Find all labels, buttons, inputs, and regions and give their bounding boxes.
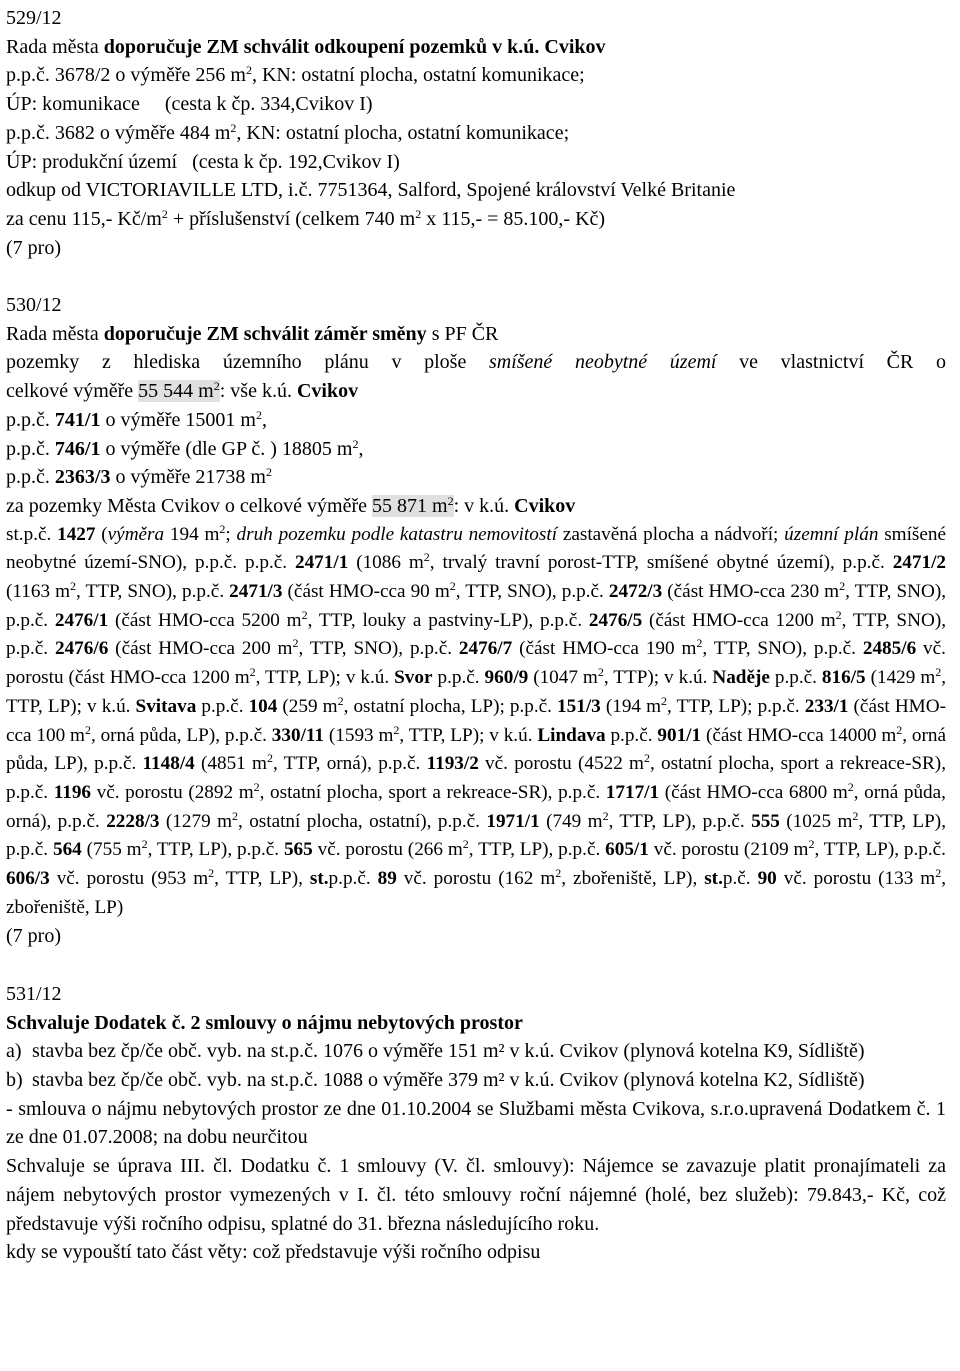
parcel-list-paragraph: st.p.č. 1427 (výměra 194 $m^2$; druh pozemku podle katastru nemovitostí zastavěná plocha a nádvoří; územní plán smíšené neobytné území-SNO), p.p.č. p.p.č. 2471/1 (1086 $m^2$, trvalý travní porost-TTP, smíšené obytné území), p.p.č. 2471/2 (1163 $m^2$, TTP, SNO), p.p.č. 2471/3 (část HMO-cca 90 $m^2$, TTP, SNO), p.p.č. 2472/3 (část HMO-cca 230 $m^2$, TTP, SNO), p.p.č. 2476/1 (část HMO-cca 5200 $m^2$, TTP, louky a pastviny-LP), p.p.č. 2476/5 (část HMO-cca 1200 $m^2$, TTP, SNO), p.p.č. 2476/6 (část HMO-cca 200 $m^2$, TTP, SNO), p.p.č. 2476/7 (část HMO-cca 190 $m^2$, TTP, SNO), p.p.č. 2485/6 vč. porostu (část HMO-cca 1200 $m^2$, TTP, LP); v k.ú. Svor p.p.č. 960/9 (1047 $m^2$, TTP); v k.ú. Naděje p.p.č. 816/5 (1429 $m^2$, TTP, LP); v k.ú. Svitava p.p.č. 104 (259 $m^2$, ostatní plocha, LP); p.p.č. 151/3 (194 $m^2$, TTP, LP); p.p.č. 233/1 (část HMO-cca 100 $m^2$, orná půda, LP), p.p.č. 330/11 (1593 $m^2$, TTP, LP); v k.ú. Lindava p.p.č. 901/1 (část HMO-cca 14000 $m^2$, orná půda, LP), p.p.č. 1148/4 (4851 $m^2$, TTP, orná), p.p.č. 1193/2 vč. porostu (4522 $m^2$, ostatní plocha, sport a rekreace-SR), p.p.č. 1196 vč. porostu (2892 $m^2$, ostatní plocha, sport a rekreace-SR), p.p.č. 1717/1 (část HMO-cca 6800 $m^2$, orná půda, orná), p.p.č. 2228/3 (1279 $m^2$, ostatní plocha, ostatní), p.p.č. 1971/1 (749 $m^2$, TTP, LP), p.p.č. 555 (1025 $m^2$, TTP, LP), p.p.č. 564 (755 $m^2$, TTP, LP), p.p.č. 565 vč. porostu (266 $m^2$, TTP, LP), p.p.č. 605/1 vč. porostu (2109 $m^2$, TTP, LP), p.p.č. 606/3 vč. porostu (953 $m^2$, TTP, LP), st.p.p.č. 89 vč. porostu (162 $m^2$, zbořeniště, LP), st.p.č. 90 vč. porostu (133 $m^2$, zbořeniště, LP) [6, 521, 947, 918]
contract-paragraph: - smlouva o nájmu nebytových prostor ze dne 01.10.2004 se Službami města Cvikova, s.r.o.upravená Dodatkem č. 1 ze dne 01.07.2008; na dobu neurčitou [6, 1097, 946, 1149]
resolution-number: 529/12 [6, 7, 62, 29]
vote-result: (7 pro) [6, 236, 61, 259]
resolution-number: 530/12 [6, 294, 62, 317]
resolution-heading: Rada města doporučuje ZM schválit záměr směny s PF ČR [6, 322, 499, 345]
resolution-heading: Rada města doporučuje ZM schválit odkoupení pozemků v k.ú. Cvikov [6, 35, 606, 58]
parcel-line: p.p.č. 741/1 o výměře 15001 $m^2$, [6, 407, 267, 431]
list-marker: a) [6, 1040, 22, 1063]
spacer [6, 951, 946, 980]
plan-line: ÚP: komunikace (cesta k čp. 334,Cvikov I) [6, 93, 373, 116]
list-item [6, 1037, 946, 1066]
list-item-text: stavba bez čp/če obč. vyb. na st.p.č. 1076 o výměře 151 m² v k.ú. Cvikov (plynová kotelna K9, Sídliště) [32, 1040, 865, 1063]
resolution-title: Schvaluje Dodatek č. 2 smlouvy o nájmu nebytových prostor [6, 1011, 523, 1034]
seller-line: odkup od VICTORIAVILLE LTD, i.č. 7751364, Salford, Spojené království Velké Britanie [6, 179, 736, 202]
list-item [6, 1066, 946, 1095]
resolution-531 [6, 980, 946, 1267]
parcel-line: p.p.č. 2363/3 o výměře 21738 $m^2$ [6, 465, 272, 489]
resolution-530 [6, 291, 946, 951]
removed-text-line: kdy se vypouští tato část věty: což představuje výši ročního odpisu [6, 1241, 541, 1264]
text-line: celkové výměře 55 544 $m^2$: vše k.ú. Cvikov [6, 379, 359, 403]
spacer [6, 262, 946, 291]
parcel-line: p.p.č. 3678/2 o výměře 256 $m^2$, KN: ostatní plocha, ostatní komunikace; [6, 63, 585, 87]
parcel-line: p.p.č. 3682 o výměře 484 $m^2$, KN: ostatní plocha, ostatní komunikace; [6, 120, 570, 144]
text-line: pozemky z hlediska územního plánu v ploše smíšené neobytné území ve vlastnictví ČR o [6, 351, 947, 374]
parcel-line: p.p.č. 746/1 o výměře (dle GP č. ) 18805 $m^2$, [6, 436, 364, 460]
resolution-number: 531/12 [6, 982, 62, 1005]
list-marker: b) [6, 1068, 23, 1091]
vote-result: (7 pro) [6, 925, 61, 948]
plan-line: ÚP: produkční území (cesta k čp. 192,Cvikov I) [6, 150, 400, 173]
list-item-text: stavba bez čp/če obč. vyb. na st.p.č. 1088 o výměře 379 m² v k.ú. Cvikov (plynová kotelna K2, Sídliště) [32, 1068, 865, 1091]
price-line: za cenu 115,- $Kč/m^2$ + příslušenství (celkem 740 $m^2$ x 115,- = 85.100,- Kč) [6, 206, 606, 230]
text-line: za pozemky Města Cvikov o celkové výměře 55 871 $m^2$: v k.ú. Cvikov [6, 493, 576, 517]
resolution-529 [6, 4, 946, 262]
approval-paragraph: Schvaluje se úprava III. čl. Dodatku č. 1 smlouvy (V. čl. smlouvy): Nájemce se zavazuje platit pronajímateli za nájem nebytových prostor vymezených v I. čl. této smlouvy roční nájemné (holé, bez služeb): 79.843,- Kč, což představuje výši ročního odpisu, splatné do 31. března následujícího roku. [6, 1155, 946, 1235]
